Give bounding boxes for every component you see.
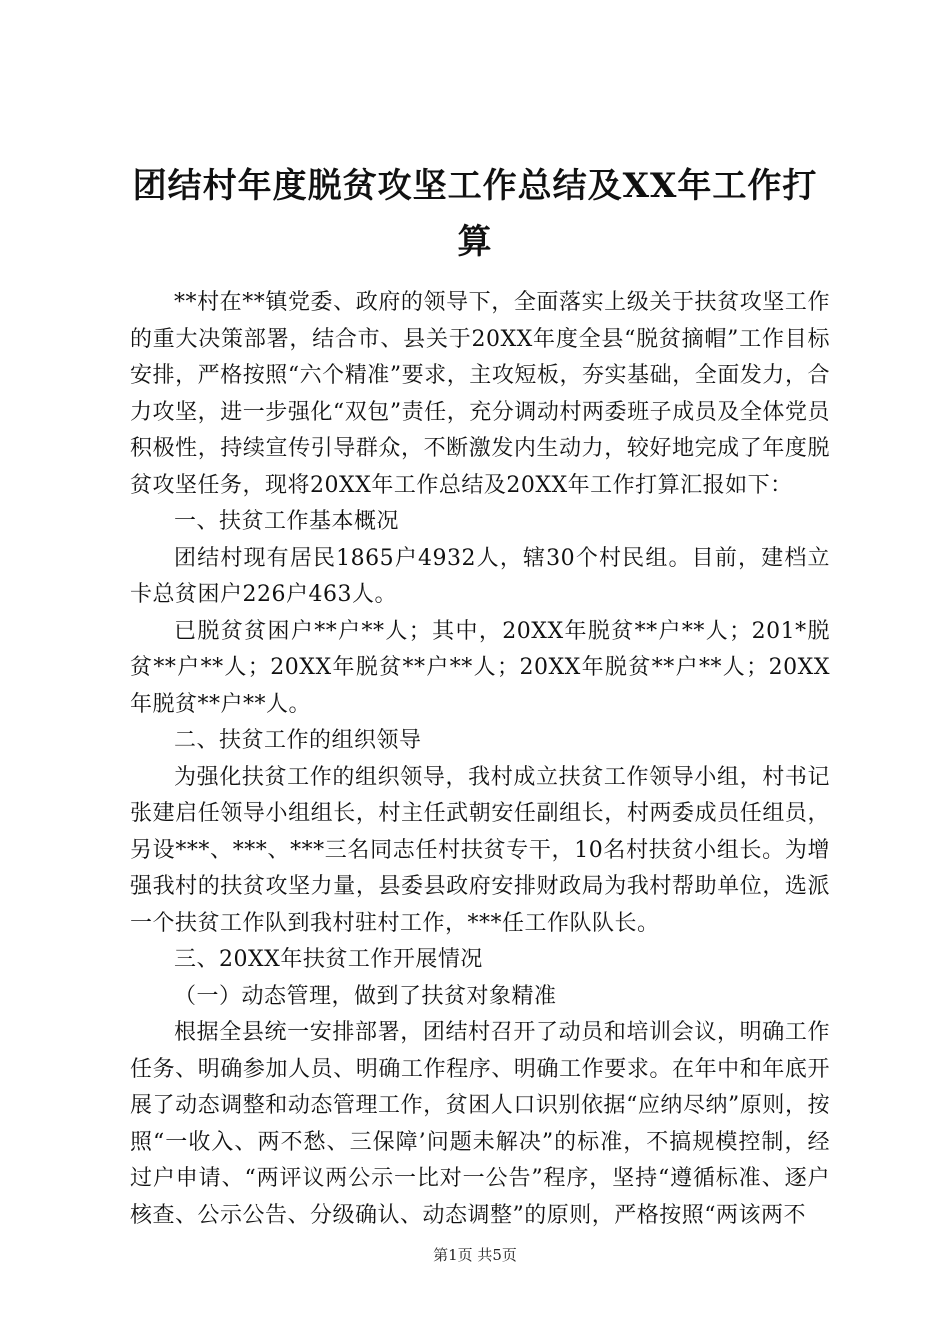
subsection-heading-1: （一）动态管理，做到了扶贫对象精准 xyxy=(174,983,557,1009)
section-heading-1: 一、扶贫工作基本概况 xyxy=(174,509,400,534)
page-footer: 第1页 共5页 xyxy=(433,1246,517,1264)
title-line-2: 算 xyxy=(457,222,493,262)
title-line-1: 团结村年度脱贫攻坚工作总结及XX年工作打 xyxy=(132,166,818,206)
paragraph-poverty-exit: 已脱贫贫困户**户**人；其中，20XX年脱贫**户**人；201*脱贫**户**人；20XX年脱贫**户**人；20XX年脱贫**户**人；20XX年脱贫**户**人。 xyxy=(130,618,830,717)
document-title xyxy=(130,158,820,270)
section-heading-2: 二、扶贫工作的组织领导 xyxy=(174,728,422,753)
paragraph-overview: 团结村现有居民1865户4932人，辖30个村民组。目前，建档立卡总贫困户226户463人。 xyxy=(130,545,830,607)
intro-paragraph: **村在**镇党委、政府的领导下，全面落实上级关于扶贫攻坚工作的重大决策部署，结合市、县关于20XX年度全县“脱贫摘帽”工作目标安排，严格按照“六个精准”要求，主攻短板，夯实基础，全面发力，合力攻坚，进一步强化“双包”责任，充分调动村两委班子成员及全体党员积极性，持续宣传引导群众，不断激发内生动力，较好地完成了年度脱贫攻坚任务，现将20XX年工作总结及20XX年工作打算汇报如下： xyxy=(130,290,830,498)
paragraph-dynamic-management: 根据全县统一安排部署，团结村召开了动员和培训会议，明确工作任务、明确参加人员、明确工作程序、明确工作要求。在年中和年底开展了动态调整和动态管理工作，贫困人口识别依据“应纳尽纳”原则，按照“一收入、两不愁、三保障’问题未解决”的标准，不搞规模控制，经过户申请、“两评议两公示一比对一公告”程序，坚持“遵循标准、逐户核查、公示公告、分级确认、动态调整”的原则，严格按照“两该两不 xyxy=(130,1020,830,1228)
document-body xyxy=(130,285,830,1234)
paragraph-organization: 为强化扶贫工作的组织领导，我村成立扶贫工作领导小组，村书记张建启任领导小组组长，村主任武朝安任副组长，村两委成员任组员，另设***、***、***三名同志任村扶贫专干，10名村扶贫小组长。为增强我村的扶贫攻坚力量，县委县政府安排财政局为我村帮助单位，选派一个扶贫工作队到我村驻村工作，***任工作队队长。 xyxy=(130,764,830,936)
section-heading-3: 三、20XX年扶贫工作开展情况 xyxy=(174,947,483,972)
